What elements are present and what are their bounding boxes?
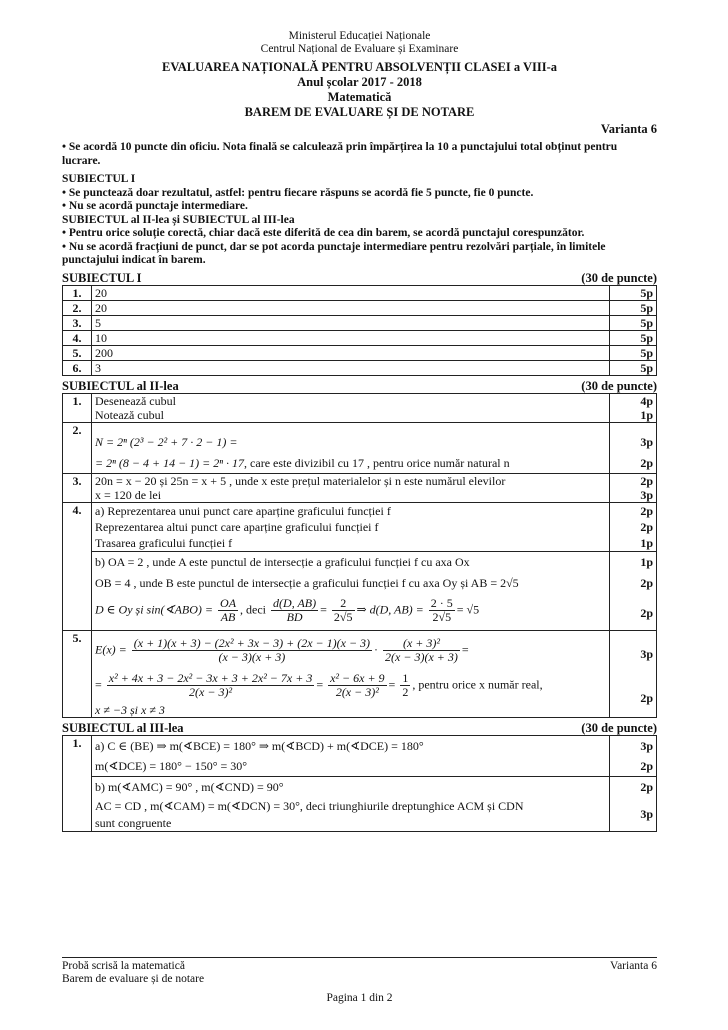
formula-part: =: [95, 676, 102, 691]
page-footer: [62, 960, 657, 1005]
fraction: [383, 637, 460, 664]
formula-part: =: [316, 676, 324, 691]
center-header: Centrul Național de Evaluare și Examinare: [260, 43, 459, 55]
numerator: (x + 1)(x + 3) − (2x² + 3x − 3) + (2x − 1)(x − 3): [133, 635, 371, 650]
fraction: [218, 597, 238, 624]
formula-part: =: [461, 641, 469, 656]
table-row: [63, 393, 657, 422]
row-content: [92, 473, 610, 502]
page-number: Pagina 1 din 2: [326, 992, 393, 1004]
s1-title: SUBIECTUL I: [62, 270, 142, 285]
step-points: 2p: [640, 503, 653, 518]
row-number: 3.: [63, 473, 92, 502]
step-points: 3p: [640, 487, 653, 502]
step-points: 2p: [640, 575, 653, 590]
s2-table: [62, 393, 657, 718]
row-number: 5.: [63, 630, 92, 717]
step-text: N = 2ⁿ (2³ − 2² + 7 · 2 − 1) =: [95, 434, 238, 449]
step-text: Trasarea graficului funcției f: [95, 535, 233, 550]
table-row: [63, 285, 657, 300]
row-points: 5p: [610, 360, 657, 375]
row-answer: 20: [92, 285, 610, 300]
step-points: 2p: [640, 690, 653, 705]
s1-points: (30 de puncte): [581, 270, 657, 285]
row-number: 6.: [63, 360, 92, 375]
ministry-header: Ministerul Educației Naționale: [288, 30, 431, 42]
s3-table: [62, 735, 657, 832]
step-points: 2p: [640, 779, 653, 794]
table-row: [63, 776, 657, 831]
row-points: 5p: [610, 330, 657, 345]
row-points: [610, 735, 657, 776]
row-points: 5p: [610, 315, 657, 330]
formula-part: E(x) =: [95, 641, 127, 656]
variant-label: Varianta 6: [600, 122, 657, 136]
step-text: a) Reprezentarea unui punct care aparține graficului funcției f: [95, 503, 391, 518]
step-points: 2p: [640, 605, 653, 620]
numerator: 1: [402, 670, 409, 685]
s23-notes-heading: SUBIECTUL al II-lea și SUBIECTUL al III-lea: [62, 213, 295, 226]
step-points: 2p: [640, 473, 653, 488]
fraction: [400, 672, 410, 699]
step-points: 3p: [640, 434, 653, 449]
step-text: [95, 453, 606, 473]
table-row: [63, 315, 657, 330]
table-row: [63, 345, 657, 360]
step-points: 3p: [640, 806, 653, 821]
s1-note-1: • Se punctează doar rezultatul, astfel: pentru fiecare răspuns se acordă fie 5 puncte, fie 0 puncte.: [62, 186, 534, 199]
step-text: a) C ∈ (BE) ⇒ m(∢BCE) = 180° ⇒ m(∢BCD) + m(∢DCE) = 180°: [95, 738, 424, 753]
step-text: b) m(∢AMC) = 90° , m(∢CND) = 90°: [95, 779, 284, 794]
row-number: 1.: [63, 735, 92, 831]
step-points: 2p: [640, 455, 653, 470]
s1-table: [62, 285, 657, 376]
table-row: [63, 735, 657, 776]
formula-part: = √5: [456, 601, 480, 616]
table-row: [63, 422, 657, 473]
denominator: AB: [220, 609, 236, 624]
school-year: Anul școlar 2017 - 2018: [297, 75, 422, 89]
row-content: [92, 393, 610, 422]
row-points: [610, 776, 657, 831]
s1-note-2: • Nu se acordă punctaje intermediare.: [62, 200, 248, 212]
row-number: 5.: [63, 345, 92, 360]
row-number: 3.: [63, 315, 92, 330]
table-row: [63, 630, 657, 717]
step-text: x ≠ −3 și x ≠ 3: [95, 702, 165, 717]
row-points: 5p: [610, 345, 657, 360]
general-note: • Se acordă 10 puncte din oficiu. Nota finală se calculează prin împărțirea la 10 a punctajului total obținut pentru lucrare.: [62, 141, 618, 167]
row-points: [610, 393, 657, 422]
step-points: 3p: [640, 646, 653, 661]
denominator: 2(x − 3)²: [189, 684, 233, 699]
row-points: [610, 630, 657, 717]
step-text: Desenează cubul: [95, 393, 176, 408]
table-row: [63, 360, 657, 375]
table-row: [63, 551, 657, 630]
step-text: m(∢DCE) = 180° − 150° = 30°: [95, 758, 248, 773]
s3-points: (30 de puncte): [581, 720, 657, 735]
row-content: [92, 422, 610, 473]
row-answer: 200: [92, 345, 610, 360]
numerator: 2 · 5: [430, 595, 453, 610]
row-number: 2.: [63, 300, 92, 315]
denominator: (x − 3)(x + 3): [218, 649, 286, 664]
s23-note-1: • Pentru orice soluție corectă, chiar dacă este diferită de cea din barem, se acordă punctajul corespunzător.: [62, 227, 585, 239]
row-content: [92, 551, 610, 630]
step-text: [95, 594, 606, 627]
exam-title: EVALUAREA NAȚIONALĂ PENTRU ABSOLVENȚII CLASEI a VIII-a: [161, 60, 557, 74]
step-points: 1p: [640, 554, 653, 569]
s1-heading: [62, 271, 657, 285]
table-row: [63, 300, 657, 315]
numerator: x² + 4x + 3 − 2x² − 3x + 3 + 2x² − 7x + 3: [108, 670, 313, 685]
row-number: 1.: [63, 285, 92, 300]
step-points: 2p: [640, 758, 653, 773]
step-text: OB = 4 , unde B este punctul de intersecție a graficului funcției f cu axa Oy și AB = 2√5: [95, 575, 519, 590]
step-text: x = 120 de lei: [95, 487, 162, 502]
step-text: [95, 631, 606, 668]
row-answer: 3: [92, 360, 610, 375]
subject-name: Matematică: [327, 90, 392, 104]
step-text: 20n = x − 20 și 25n = x + 5 , unde x este prețul materialelor și n este numărul elevilor: [95, 473, 506, 488]
row-number: 4.: [63, 330, 92, 345]
row-number: 2.: [63, 422, 92, 473]
s3-heading: [62, 721, 657, 735]
fraction: [271, 597, 318, 624]
formula-part: , pentru orice x număr real,: [412, 676, 543, 691]
step-remark: , care este divizibil cu 17 , pentru orice număr natural n: [244, 455, 510, 470]
footer-doc: Barem de evaluare și de notare: [62, 973, 205, 985]
table-row: [63, 502, 657, 551]
step-text: AC = CD , m(∢CAM) = m(∢DCN) = 30°, deci triunghiurile dreptunghice ACM și CDN: [95, 798, 524, 813]
step-text: Reprezentarea altui punct care aparține graficului funcției f: [95, 519, 379, 534]
formula-part: ⇒ d(D, AB) =: [356, 601, 424, 616]
s3-title: SUBIECTUL al III-lea: [62, 720, 184, 735]
row-content: [92, 502, 610, 551]
footer-variant: Varianta 6: [610, 960, 657, 972]
row-answer: 10: [92, 330, 610, 345]
row-content: [92, 630, 610, 717]
table-row: [63, 330, 657, 345]
step-formula: = 2ⁿ (8 − 4 + 14 − 1) = 2ⁿ · 17: [95, 455, 245, 470]
s23-note-2: • Nu se acordă fracțiuni de punct, dar se pot acorda punctaje intermediare pentru rezolvări parțiale, în limitele punctajului indicat în barem.: [62, 240, 606, 266]
footer-divider: [62, 957, 657, 958]
footer-left: [62, 960, 204, 986]
formula-part: D ∈ Oy și sin(∢ABO) =: [95, 601, 214, 616]
s1-notes-heading: SUBIECTUL I: [62, 173, 136, 185]
fraction: [107, 672, 315, 699]
row-points: 5p: [610, 285, 657, 300]
denominator: BD: [286, 609, 303, 624]
row-points: [610, 473, 657, 502]
step-points: 1p: [640, 407, 653, 422]
formula-part: ·: [374, 641, 379, 656]
row-number: 4.: [63, 502, 92, 630]
footer-subject: Probă scrisă la matematică: [62, 960, 185, 972]
numerator: 2: [332, 597, 355, 611]
s2-heading: [62, 379, 657, 393]
row-answer: 5: [92, 315, 610, 330]
numerator: d(D, AB): [273, 595, 317, 610]
denominator: 2√5: [432, 609, 452, 624]
row-number: 1.: [63, 393, 92, 422]
row-content: [92, 735, 610, 776]
fraction: [429, 597, 455, 624]
s2-title: SUBIECTUL al II-lea: [62, 378, 179, 393]
formula-part: =: [320, 601, 327, 616]
numerator: OA: [220, 595, 237, 610]
document-title: BAREM DE EVALUARE ȘI DE NOTARE: [244, 105, 475, 119]
numerator: x² − 6x + 9: [330, 670, 385, 685]
step-points: 1p: [640, 535, 653, 550]
step-points: 4p: [640, 393, 653, 408]
denominator: 2(x − 3)(x + 3): [385, 649, 458, 664]
denominator: 2(x − 3)²: [335, 684, 379, 699]
denominator: 2√5: [333, 609, 353, 624]
row-points: [610, 422, 657, 473]
step-text: b) OA = 2 , unde A este punctul de intersecție a graficului funcției f cu axa Ox: [95, 554, 470, 569]
row-points: [610, 551, 657, 630]
table-row: [63, 473, 657, 502]
step-text: Notează cubul: [95, 407, 164, 422]
numerator: (x + 3)²: [383, 637, 460, 651]
row-content: [92, 776, 610, 831]
row-points: [610, 502, 657, 551]
document-page: [62, 30, 657, 832]
step-text: sunt congruente: [95, 815, 172, 830]
formula-part: , deci: [240, 601, 267, 616]
fraction: [132, 637, 372, 664]
s2-points: (30 de puncte): [581, 378, 657, 393]
step-points: 2p: [640, 519, 653, 534]
fraction: [332, 597, 355, 624]
fraction: [328, 672, 386, 699]
step-points: 3p: [640, 738, 653, 753]
denominator: 2: [402, 684, 409, 699]
step-text: [95, 668, 606, 703]
row-answer: 20: [92, 300, 610, 315]
row-points: 5p: [610, 300, 657, 315]
formula-part: =: [388, 676, 396, 691]
